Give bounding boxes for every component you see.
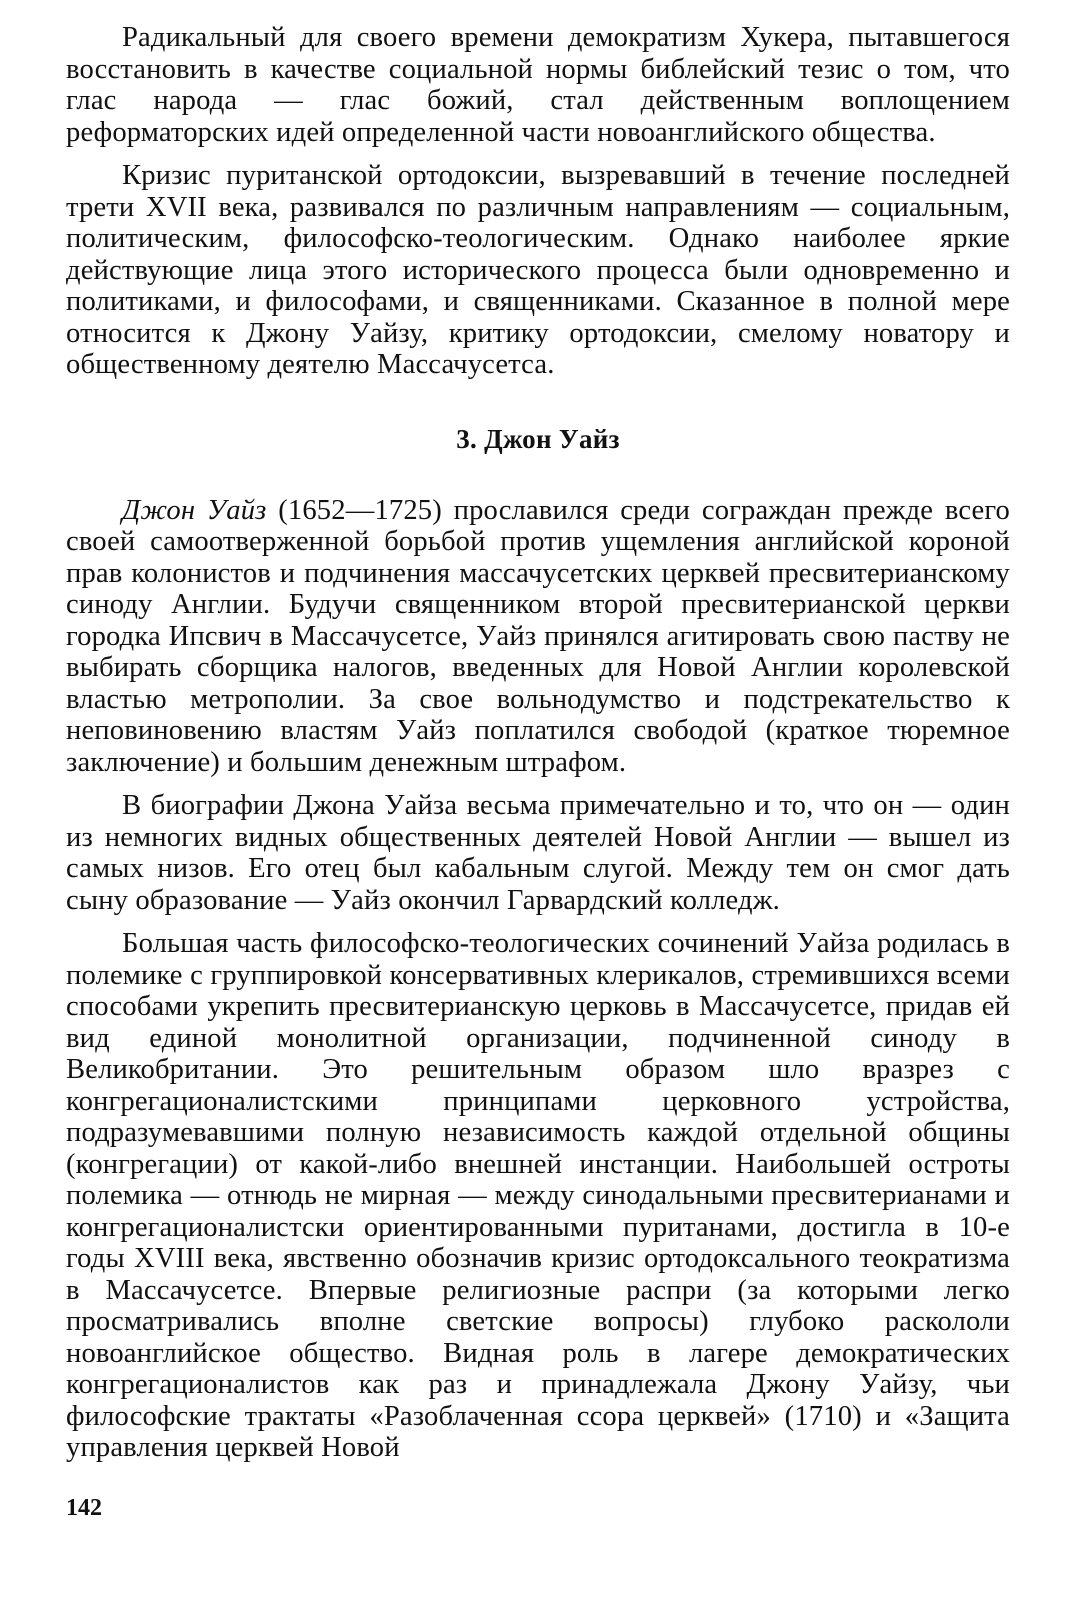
paragraph-lead-name: Джон Уайз [122,494,267,526]
paragraph-hooker: Радикальный для своего времени демократизм Хукера, пытавшегося восстановить в качестве социальной нормы библейский тезис о том, что глас народа — глас божий, стал действенным воплощением реформаторских идей определенной части новоанглийского общества. [66,22,1010,148]
section-heading: 3. Джон Уайз [456,423,620,454]
paragraph-biography: В биографии Джона Уайза весьма примечательно и то, что он — один из немногих видных общественных деятелей Новой Англии — вышел из самых низов. Его отец был кабальным слугой. Между тем он смог дать сыну образование — Уайз окончил Гарвардский колледж. [66,790,1010,916]
page-number: 142 [66,1495,102,1521]
page-body [66,22,1010,1464]
paragraph-text: (1652—1725) прославился среди сограждан прежде всего своей самоотверженной борьбой против ущемления английской короной прав колонистов и подчинения массачусетских церквей пресвитерианскому синоду Англии. Будучи священником второй пресвитерианской церкви городка Ипсвич в Массачусетсе, Уайз принялся агитировать свою паству не выбирать сборщика налогов, введенных для Новой Англии королевской властью метрополии. За свое вольнодумство и подстрекательство к неповиновению властям Уайз поплатился свободой (краткое тюремное заключение) и большим денежным штрафом. [66,494,1010,778]
paragraph-john-wise-intro [66,495,1010,779]
paragraph-polemics: Большая часть философско-теологических сочинений Уайза родилась в полемике с группировкой консервативных клерикалов, стремившихся всеми способами укрепить пресвитерианскую церковь в Массачусетсе, придав ей вид единой монолитной организации, подчиненной синоду в Великобритании. Это решительным образом шло вразрез с конгрегационалистскими принципами церковного устройства, подразумевавшими полную независимость каждой отдельной общины (конгрегации) от какой-либо внешней инстанции. Наибольшей остроты полемика — отнюдь не мирная — между синодальными пресвитерианами и конгрегационалистски ориентированными пуританами, достигла в 10-е годы XVIII века, явственно обозначив кризис ортодоксального теократизма в Массачусетсе. Впервые религиозные распри (за которыми легко просматривались вполне светские вопросы) глубоко раскололи новоанглийское общество. Видная роль в лагере демократических конгрегационалистов как раз и принадлежала Джону Уайзу, чьи философские трактаты «Разоблаченная ссора церквей» (1710) и «Защита управления церквей Новой [66,928,1010,1463]
paragraph-puritan-crisis: Кризис пуританской ортодоксии, вызревавший в течение последней трети XVII века, развивался по различным направлениям — социальным, политическим, философско-теологическим. Однако наиболее яркие действующие лица этого исторического процесса были одновременно и политиками, и философами, и священниками. Сказанное в полной мере относится к Джону Уайзу, критику ортодоксии, смелому новатору и общественному деятелю Массачусетса. [66,160,1010,380]
